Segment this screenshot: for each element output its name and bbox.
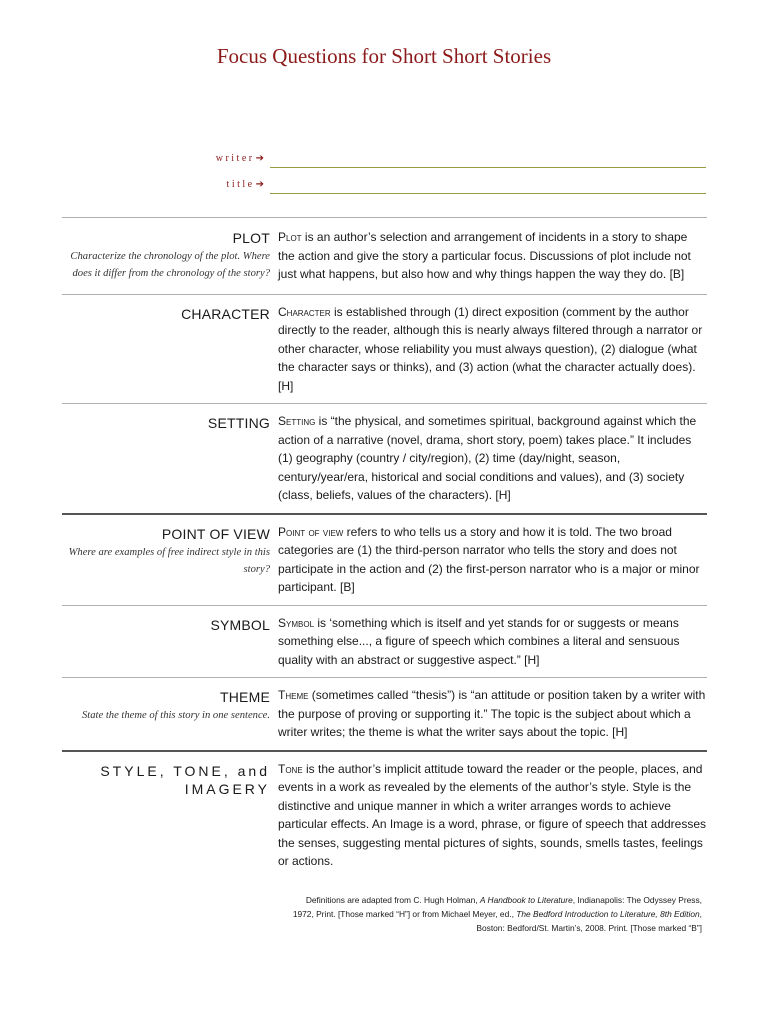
title-input-line[interactable] <box>270 193 706 194</box>
section-term: Character <box>278 304 331 319</box>
section-theme <box>62 677 707 750</box>
section-heading: PLOT <box>232 230 270 246</box>
writer-input-line[interactable] <box>270 167 706 168</box>
section-plot <box>62 217 707 294</box>
writer-label: writer <box>215 153 255 164</box>
section-definition-text: is an author’s selection and arrangement of incidents in a story to shape the action and give the story a particular focus. Discussions of plot include not just what happens, but also how and why things happen the way they do. [B] <box>278 230 691 281</box>
title-label: title <box>226 179 255 190</box>
section-definition-text: is the author’s implicit attitude toward the reader or the people, places, and events in a work as revealed by the elements of the author’s style. Style is the distinctive and unique manner in which a writer arranges words to achieve particular effects. An Image is a word, phrase, or figure of speech that addresses the senses, suggesting mental pictures of sights, sounds, smells tastes, feelings or actions. <box>278 761 707 868</box>
section-heading: SYMBOL <box>210 616 270 633</box>
section-definition <box>278 218 707 294</box>
section-heading: POINT OF VIEW <box>161 525 270 542</box>
section-heading: STYLE, TONE, and IMAGERY <box>100 762 270 797</box>
focus-table <box>62 217 707 879</box>
section-style-tone-imagery <box>62 750 707 879</box>
section-definition <box>278 606 707 678</box>
section-term: Tone <box>278 761 303 776</box>
section-term: Plot <box>278 230 302 244</box>
section-term: Theme <box>278 688 309 702</box>
section-term: Point of view <box>278 524 344 539</box>
section-setting <box>62 403 707 513</box>
arrow-right-icon: ➔ <box>255 179 264 190</box>
page-title: Focus Questions for Short Short Stories <box>216 44 552 68</box>
arrow-right-icon: ➔ <box>255 153 264 164</box>
section-question: Where are examples of free indirect style in this story? <box>68 546 270 575</box>
section-character <box>62 294 707 404</box>
section-question: Characterize the chronology of the plot. Where does it differ from the chronology of the story? <box>70 251 270 279</box>
section-definition-text: refers to who tells us a story and how it is told. The two broad categories are (1) the third-person narrator who tells the story and does not participate in the action and (2) the first-person narrator who is a major or minor participant. [B] <box>278 524 700 594</box>
section-question: State the theme of this story in one sentence. <box>82 710 270 721</box>
section-definition-text: (sometimes called “thesis”) is “an attitude or position taken by a writer with the purpose of proving or supporting it.” The topic is the subject about which a writer writes; the theme is what the writer says about the topic. [H] <box>278 688 706 739</box>
section-definition <box>278 752 707 879</box>
section-definition <box>278 295 707 404</box>
section-term: Symbol <box>278 615 315 630</box>
section-definition <box>278 515 707 605</box>
section-heading: SETTING <box>207 415 270 431</box>
section-point-of-view <box>62 513 707 605</box>
section-definition-text: is ‘something which is itself and yet stands for or suggests or means something else..., a figure of speech which combines a literal and sensuous quality with an abstract or suggestive aspect.” [H] <box>278 615 680 667</box>
section-heading: THEME <box>220 689 270 705</box>
citation-footnote: Definitions are adapted from C. Hugh Holman, A Handbook to Literature, Indianapolis: The Odyssey Press, 1972, Print. [Those marked “H”] or from Michael Meyer, ed., The Bedford Introduction to Literature, 8th Edition, Boston: Bedford/St. Martin’s, 2008. Print. [Those marked “B”] <box>292 895 702 933</box>
section-definition <box>278 404 707 513</box>
section-definition <box>278 678 707 750</box>
section-symbol <box>62 605 707 678</box>
section-term: Setting <box>278 414 316 428</box>
section-definition-text: is established through (1) direct exposition (comment by the author directly to the reader, although this is nearly always filtered through a narrator or other character, whose reliability you must always question), (2) dialogue (what the character says or thinks), and (3) action (what the character actually does). [H] <box>278 304 703 393</box>
section-definition-text: is “the physical, and sometimes spiritual, background against which the action of a narrative (novel, drama, short story, poem) takes place.” It includes (1) geography (country / city/region), (2) time (day/night, season, century/year/era, historical and social conditions and values), and (3) society (class, beliefs, values of the characters). [H] <box>278 414 697 502</box>
section-heading: CHARACTER <box>181 305 270 322</box>
writer-field[interactable] <box>0 151 768 171</box>
title-field[interactable] <box>0 177 768 197</box>
